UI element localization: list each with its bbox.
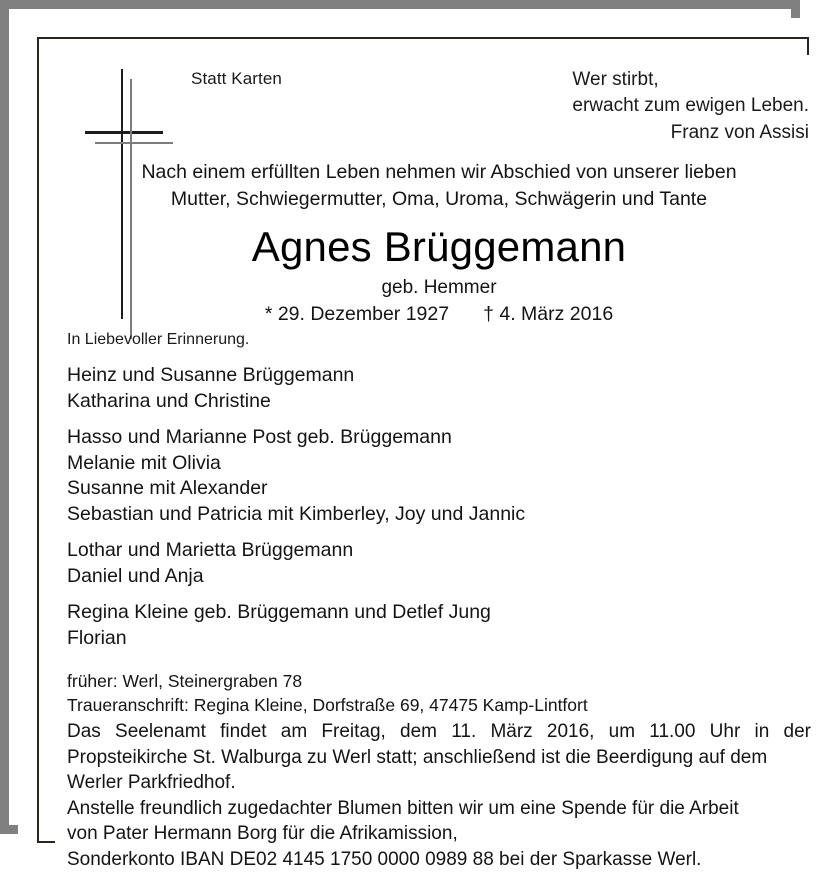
deceased-maiden-name: geb. Hemmer: [55, 277, 823, 299]
service-last-line: Werler Parkfriedhof.: [67, 770, 811, 796]
donation-text: Anstelle freundlich zugedachter Blumen bitten wir um eine Spende für die Arbeit: [67, 798, 739, 819]
statt-karten-label: Statt Karten: [191, 69, 282, 89]
address-block: [67, 669, 767, 717]
donation-line-2: von Pater Hermann Borg für die Afrikamission,: [67, 821, 811, 847]
quote-line-1: Wer stirbt,: [572, 67, 809, 93]
quote-author: Franz von Assisi: [572, 120, 809, 146]
family-group: [67, 600, 667, 651]
mourning-address: Traueranschrift: Regina Kleine, Dorfstraße 69, 47475 Kamp-Lintfort: [67, 693, 767, 717]
life-dates: [55, 303, 823, 326]
obituary-page: [55, 55, 823, 857]
family-line: Katharina und Christine: [67, 389, 667, 415]
obituary-inner-border: [37, 37, 809, 843]
family-line: Florian: [67, 626, 667, 652]
cross-horizontal-light: [95, 142, 173, 144]
family-line: Melanie mit Olivia: [67, 451, 667, 477]
quote-block: [572, 67, 809, 146]
family-line: Heinz und Susanne Brüggemann: [67, 363, 667, 389]
family-group: [67, 425, 667, 527]
obituary-white-mat: [18, 18, 800, 834]
family-line: Daniel und Anja: [67, 564, 667, 590]
family-line: Hasso und Marianne Post geb. Brüggemann: [67, 425, 667, 451]
cross-horizontal-dark: [85, 131, 163, 134]
family-list: [67, 363, 667, 662]
quote-line-2: erwacht zum ewigen Leben.: [572, 93, 809, 119]
family-group: [67, 538, 667, 589]
former-address: früher: Werl, Steinergraben 78: [67, 669, 767, 693]
announcement-intro: [55, 159, 823, 213]
death-date: † 4. März 2016: [483, 303, 613, 325]
memorial-line: In Liebevoller Erinnerung.: [67, 331, 249, 349]
family-group: [67, 363, 667, 414]
intro-line-1: Nach einem erfüllten Leben nehmen wir Abschied von unserer lieben: [55, 159, 823, 186]
family-line: Sebastian und Patricia mit Kimberley, Joy und Jannic: [67, 502, 667, 528]
family-line: Regina Kleine geb. Brüggemann und Detlef Jung: [67, 600, 667, 626]
family-line: Susanne mit Alexander: [67, 476, 667, 502]
donation-paragraph: [67, 796, 811, 872]
donation-line-3: Sonderkonto IBAN DE02 4145 1750 0000 0989 88 bei der Sparkasse Werl.: [67, 847, 811, 872]
family-line: Lothar und Marietta Brüggemann: [67, 538, 667, 564]
birth-date: * 29. Dezember 1927: [265, 303, 449, 325]
funeral-service-paragraph: [67, 719, 811, 796]
closing-block: [67, 719, 811, 872]
service-text: Das Seelenamt findet am Freitag, dem 11. März 2016, um 11.00 Uhr in der Propsteikirche St. Walburga zu Werl statt; anschließend ist die Beerdigung auf dem: [67, 721, 811, 768]
intro-line-2: Mutter, Schwiegermutter, Oma, Uroma, Schwägerin und Tante: [55, 186, 823, 213]
deceased-name: Agnes Brüggemann: [55, 223, 823, 271]
